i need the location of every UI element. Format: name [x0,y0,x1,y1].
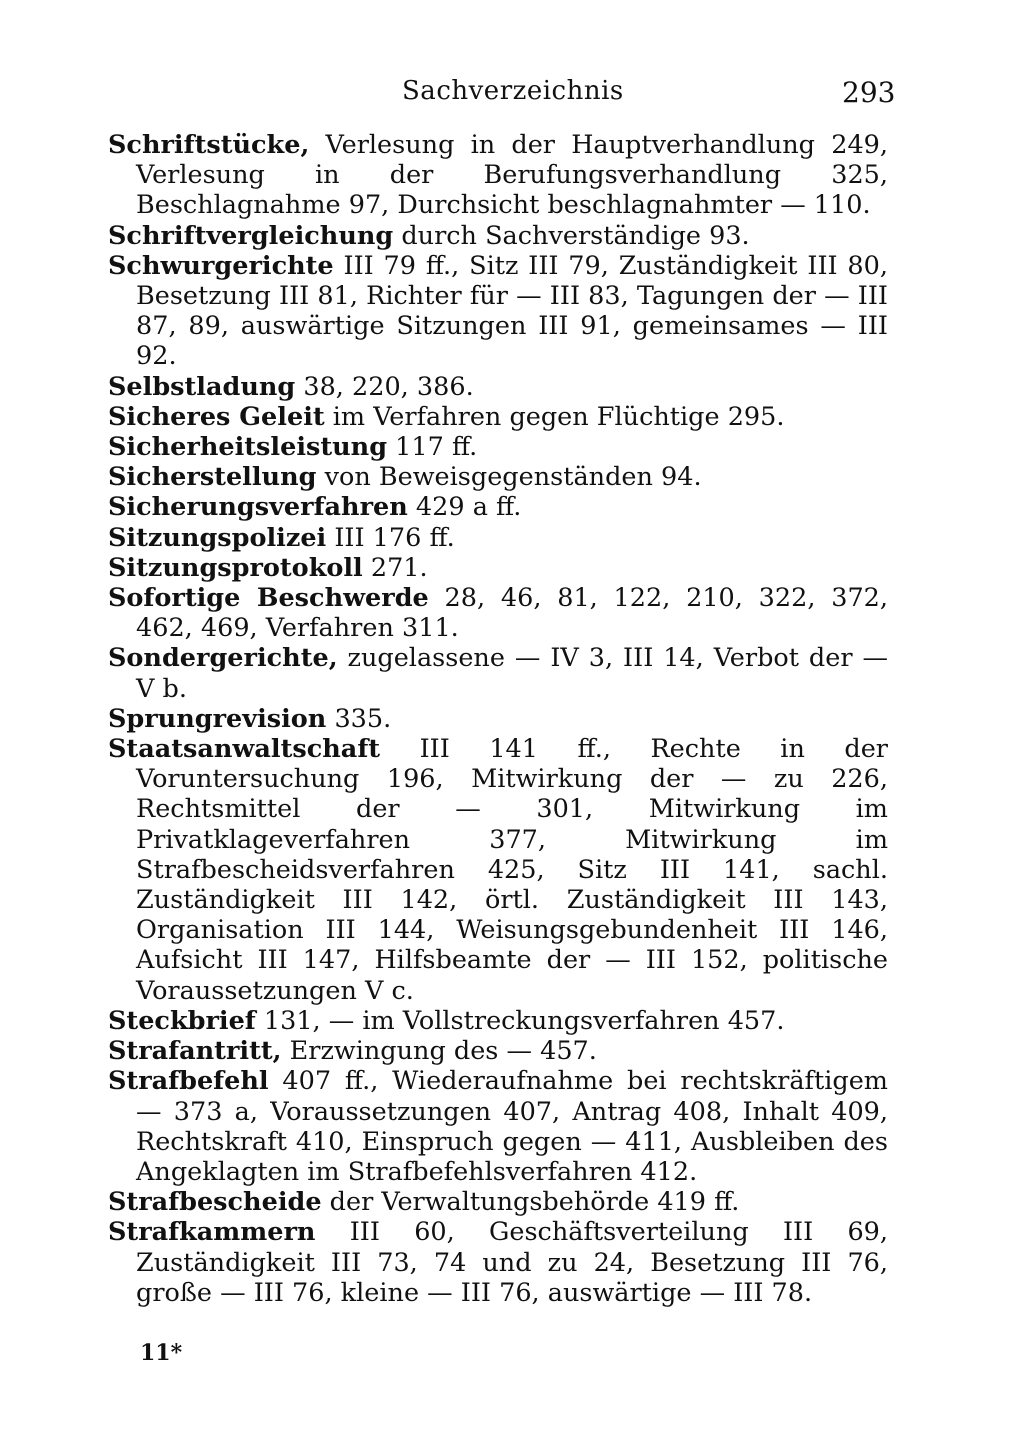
subject-index [108,130,888,1308]
index-term: Staatsanwaltschaft [108,734,381,765]
index-term: Sofortige Beschwerde [108,583,429,614]
index-references: III 176 ff. [326,522,455,553]
index-term: Strafkammern [108,1217,316,1248]
index-references: 28, 46, 81, 122, 210, 322, 372, 462, 469, Verfahren 311. [136,583,888,644]
index-term: Schriftstücke, [108,130,310,160]
running-head [0,76,1024,116]
index-entry [108,523,888,553]
index-term: Sitzungsprotokoll [108,552,363,583]
index-entry [108,402,888,432]
index-references: Verlesung in der Hauptverhandlung 249, Verlesung in der Berufungsverhandlung 325, Beschlagnahme 97, Durchsicht beschlagnahmter — 110. [136,130,888,221]
index-entry [108,1217,888,1308]
signature-mark: 11* [140,1340,183,1366]
index-term: Sprungrevision [108,703,327,734]
index-term: Steckbrief [108,1005,256,1036]
index-entry [108,221,888,251]
index-entry [108,372,888,402]
index-term: Schriftvergleichung [108,220,394,251]
index-references: 407 ff., Wiederaufnahme bei rechtskräftigem — 373 a, Voraussetzungen 407, Antrag 408, Inhalt 409, Rechtskraft 410, Einspruch gegen — 411, Ausbleiben des Angeklagten im Strafbefehlsverfahren 412. [136,1066,888,1187]
index-term: Sicheres Geleit [108,401,325,432]
index-term: Strafbefehl [108,1066,269,1097]
index-entry [108,251,888,372]
index-term: Sicherungsverfahren [108,492,408,523]
index-references: 117 ff. [387,432,478,463]
index-term: Sicherstellung [108,462,317,493]
index-entry [108,1036,888,1066]
index-term: Sitzungspolizei [108,522,327,553]
index-entry [108,643,888,703]
index-references: 429 a ff. [407,492,522,523]
index-references: von Beweisgegenständen 94. [316,462,702,493]
index-references: III 60, Geschäftsverteilung III 69, Zuständigkeit III 73, 74 und zu 24, Besetzung III 76, große — III 76, kleine — III 76, auswärtige — III 78. [136,1217,888,1308]
index-references: 335. [326,703,392,734]
index-entry [108,704,888,734]
index-references: III 141 ff., Rechte in der Voruntersuchung 196, Mitwirkung der — zu 226, Rechtsmittel der — 301, Mitwirkung im Privatklageverfahren 377, Mitwirkung im Strafbescheidsverfahren 425, Sitz III 141, sachl. Zuständigkeit III 142, örtl. Zuständigkeit III 143, Organisation III 144, Weisungsgebundenheit III 146, Aufsicht III 147, Hilfsbeamte der — III 152, politische Voraussetzungen V c. [136,734,888,1006]
index-term: Sicherheitsleistung [108,432,388,463]
index-entry [108,432,888,462]
index-entry [108,583,888,643]
running-title: Sachverzeichnis [402,76,624,106]
index-entry [108,553,888,583]
index-term: Selbstladung [108,371,296,402]
index-references: 131, — im Vollstreckungsverfahren 457. [255,1005,785,1036]
index-references: Erzwingung des — 457. [281,1036,597,1067]
index-references: zugelassene — IV 3, III 14, Verbot der — V b. [136,643,888,704]
page-number: 293 [842,76,896,109]
index-term: Strafantritt, [108,1036,282,1067]
index-references: durch Sachverständige 93. [393,220,750,251]
index-references: 271. [362,552,428,583]
index-references: 38, 220, 386. [295,371,474,402]
index-references: III 79 ff., Sitz III 79, Zuständigkeit III 80, Besetzung III 81, Richter für — III 83, Tagungen der — III 87, 89, auswärtige Sitzungen III 91, gemeinsames — III 92. [136,250,888,372]
index-references: der Verwaltungsbehörde 419 ff. [321,1187,740,1218]
index-term: Sondergerichte, [108,643,338,674]
index-term: Schwurgerichte [108,250,334,281]
index-entry [108,462,888,492]
index-references: im Verfahren gegen Flüchtige 295. [324,401,785,432]
index-entry [108,492,888,522]
index-entry [108,1006,888,1036]
index-entry [108,1066,888,1187]
index-entry [108,734,888,1006]
index-entry [108,130,888,221]
index-term: Strafbescheide [108,1187,322,1218]
index-entry [108,1187,888,1217]
